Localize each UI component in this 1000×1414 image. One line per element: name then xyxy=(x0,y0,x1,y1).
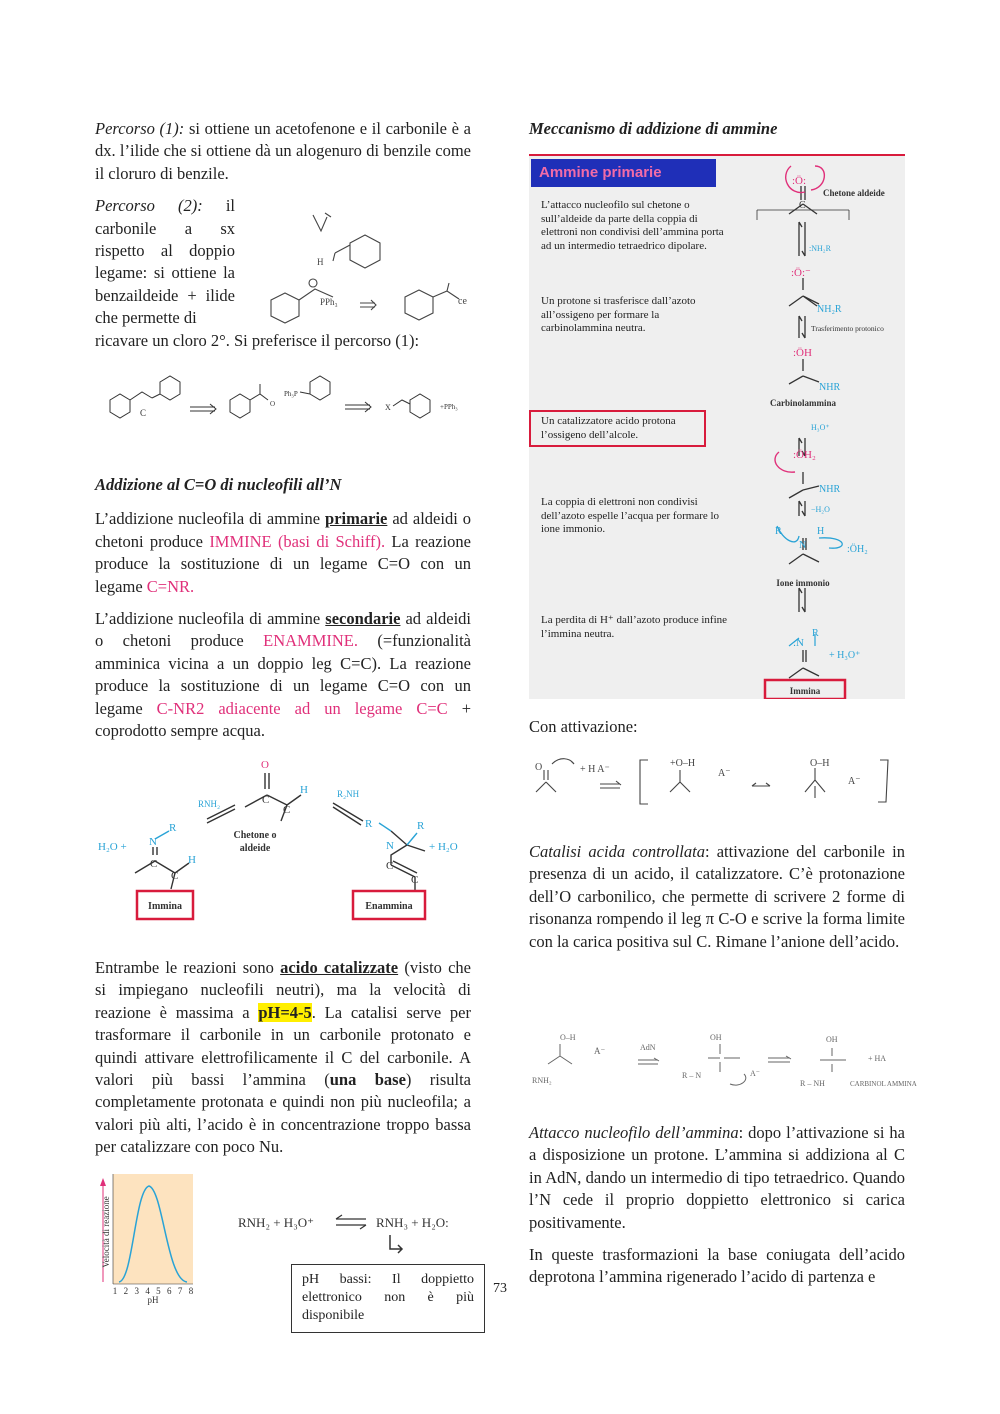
activation-oh: +O–H xyxy=(670,758,696,769)
right-column-2 xyxy=(529,841,905,963)
activation-sketch xyxy=(530,752,900,812)
mechanism-figure xyxy=(529,154,905,699)
catalisi-acida-label: Catalisi acida controllata xyxy=(529,842,705,861)
right-column-3 xyxy=(529,1122,905,1299)
p5-ph-highlight: pH=4-5 xyxy=(258,1002,312,1022)
attack-oh-2: OH xyxy=(826,1035,838,1044)
attack-adn: AdN xyxy=(640,1043,656,1052)
attack-o-h: O–H xyxy=(560,1033,576,1042)
mech-chetone-aldeide: Chetone aldeide xyxy=(823,188,885,198)
mech-n: N xyxy=(799,540,807,551)
left-column-2 xyxy=(95,474,471,752)
equilibrium-equation xyxy=(236,1205,476,1260)
scheme1-x-label: X xyxy=(385,403,391,412)
attacco-text: : dopo l’attivazione si ha a disposizione un protone. L’ammina si addiziona al C in AdN, dando un intermedio di tipo tetraedrico. Quando l’N cede il proprio doppietto elettronico si carica positivamente. xyxy=(529,1123,906,1232)
paragraph-catalisi xyxy=(95,957,471,1159)
percorso-2-label: Percorso (2): xyxy=(95,196,203,216)
mech-h3o: H₃O⁺ xyxy=(811,423,830,432)
mech-immina: Immina xyxy=(789,686,821,696)
mech-step-4: La coppia di elettroni non condivisi dell’azoto espelle l’acqua per formare lo ione immonio. xyxy=(541,496,720,535)
p3-c: ad aldeidi o chetoni produce xyxy=(95,509,471,551)
scheme-immina-enammina xyxy=(95,755,475,925)
mech-minus-h2o: −H₂O xyxy=(811,505,830,514)
p3-immine: IMMINE (basi di Schiff). xyxy=(209,531,386,551)
scheme2-o: O xyxy=(261,759,269,771)
svg-text:PPh₃: PPh₃ xyxy=(320,297,338,307)
scheme1-ph3p: Ph₃P xyxy=(284,390,298,398)
mech-step-1: L’attacco nucleofilo sul chetone o sull’aldeide da parte della coppia di elettroni non condivisi dell’ammina porta ad un intermedio tetraedrico dipolare. xyxy=(541,199,724,252)
paragraph-percorso-1 xyxy=(95,118,471,185)
mech-h: H xyxy=(817,526,825,537)
p4-secondarie: secondarie xyxy=(325,609,401,629)
svg-text:ce: ce xyxy=(458,296,467,307)
scheme2-c-left2: C xyxy=(171,870,179,882)
mech-trasferimento: Trasferimento protonico xyxy=(811,324,884,333)
p5-acido-catalizzate: acido catalizzate xyxy=(280,958,399,977)
mech-nh2r-reagent: :NH₂R xyxy=(809,244,831,253)
paragraph-attacco xyxy=(529,1122,905,1234)
attack-rnh2: RNH₂ xyxy=(532,1076,552,1085)
mech-oh2-free: :ÖH₂ xyxy=(847,544,868,555)
attack-carbinolammina: CARBINOL AMMINA xyxy=(850,1080,917,1088)
mech-o-minus: :Ö:⁻ xyxy=(791,267,811,279)
activation-a-minus-2: A⁻ xyxy=(848,776,861,787)
left-column-3 xyxy=(95,957,471,1169)
scheme2-h-left: H xyxy=(188,854,196,866)
paragraph-trasformazioni: In queste trasformazioni la base coniugata dell’acido deprotona l’ammina rigenerado l’acido di partenza e xyxy=(529,1245,905,1287)
p3-primarie: primarie xyxy=(325,509,388,529)
paragraph-catalisi-acida xyxy=(529,841,905,953)
attack-oh: OH xyxy=(710,1033,722,1042)
mech-ione-immonio: Ione immonio xyxy=(776,578,830,588)
scheme2-n-left: N xyxy=(149,836,157,848)
scheme2-rnh2: RNH₂ xyxy=(198,799,221,809)
scheme1-o-label: O xyxy=(270,400,276,408)
graph-tick-label: 2 xyxy=(123,1286,129,1296)
scheme2-h2o-right: + H₂O xyxy=(429,841,458,853)
page-number: 73 xyxy=(493,1281,507,1296)
scheme2-c-right1: C xyxy=(386,860,394,872)
scheme2-center-2: aldeide xyxy=(239,843,271,854)
scheme2-r2nh: R₂NH xyxy=(337,789,360,799)
paragraph-secondarie xyxy=(95,608,471,742)
percorso-2-text: il carbonile a sx rispetto al doppio legame: si ottiene la benzaildeide + ilide che permette di xyxy=(95,196,235,328)
percorso-1-text: si ottiene un acetofenone e il carbonile è a dx. l’ilide che si ottiene dà un alogenuro di benzile come il cloruro di benzile. xyxy=(95,119,471,183)
scheme2-c2: C xyxy=(283,804,291,816)
p3-e: La reazione produce la sostituzione di un legame C=O con un legame xyxy=(95,531,471,596)
scheme2-r-left: R xyxy=(169,822,177,834)
mech-plus-h3o: + H₃O⁺ xyxy=(829,650,861,661)
p5-a: Entrambe le reazioni sono xyxy=(95,958,281,977)
graph-tick-label: 1 xyxy=(112,1286,118,1296)
mech-nhr: NHR xyxy=(819,382,841,393)
scheme2-r-right2: R xyxy=(417,820,425,832)
p5-g: ) risulta completamente protonata e quindi non più nucleofila; a valori più alti, l’acido è in concentrazione troppo bassa per catalizzare con poco Nu. xyxy=(95,1070,471,1157)
scheme1-pph3: +PPh₃ xyxy=(440,403,458,411)
eq-lhs: RNH₂ + H₃O⁺ xyxy=(238,1215,314,1230)
p4-e: (=funzionalità amminica vicina a un doppio leg C=C). La reazione produce la sostituzione di un legame C=O con un legame xyxy=(95,631,471,718)
mech-c-1: C xyxy=(799,200,806,211)
right-con-attivazione xyxy=(529,716,905,748)
activation-o: O xyxy=(535,762,543,773)
svg-text:H: H xyxy=(317,257,324,267)
p3-cnr: C=NR. xyxy=(146,576,195,596)
activation-h-plus: + H A⁻ xyxy=(580,764,610,775)
graph-tick-label: 6 xyxy=(167,1286,172,1296)
scheme1-c-label: C xyxy=(140,408,147,418)
mech-step-2: Un protone si trasferisce dall’azoto all’ossigeno per formare la carbinolammina neutra. xyxy=(541,295,696,334)
eq-rhs: RNH₃ + H₂O: xyxy=(376,1215,449,1230)
graph-tick-label: 5 xyxy=(156,1286,161,1296)
attack-a-minus: A⁻ xyxy=(594,1046,606,1056)
heading-meccanismo: Meccanismo di addizione di ammine xyxy=(529,119,778,138)
mech-o-top: :Ö: xyxy=(792,175,807,187)
paragraph-primarie xyxy=(95,508,471,598)
activation-a-minus: A⁻ xyxy=(718,768,731,779)
scheme2-c-right2: C xyxy=(411,874,419,886)
scheme2-h: H xyxy=(300,784,308,796)
p4-g: + coprodotto sempre acqua. xyxy=(95,698,471,741)
note-box-ph-bassi: pH bassi: Il doppietto elettronico non è più disponibile xyxy=(291,1264,485,1333)
p4-enammine: ENAMMINE. xyxy=(263,631,358,651)
amine-attack-sketch xyxy=(530,1028,935,1098)
mech-oh: :ÖH xyxy=(793,347,812,359)
percorso-2-sketch xyxy=(255,205,480,330)
scheme2-immina: Immina xyxy=(148,901,182,912)
scheme2-c1: C xyxy=(262,794,270,806)
p5-e: . La catalisi serve per trasformare il carbonile in un carbonile protonato e quindi attivare elettrofilicamente il C del carbonile. A valori più bassi l’ammina ( xyxy=(95,1002,472,1090)
scheme2-r-right1: R xyxy=(365,818,373,830)
eq-down-arrow xyxy=(390,1235,402,1253)
heading-addizione: Addizione al C=O di nucleofili all’N xyxy=(95,475,342,494)
attacco-label: Attacco nucleofilo dell’ammina xyxy=(529,1123,739,1142)
percorso-2-tail: ricavare un cloro 2°. Si preferisce il percorso (1): xyxy=(95,330,420,350)
scheme2-n-right: N xyxy=(386,840,394,852)
mech-carbinolammina: Carbinolammina xyxy=(769,398,837,408)
graph-y-arrowhead xyxy=(100,1178,106,1186)
p4-c: ad aldeidi o chetoni produce xyxy=(95,609,471,651)
mech-oh2: :ÖH₂ xyxy=(793,449,816,461)
right-heading-wrap xyxy=(529,118,905,140)
mech-n-final: :N xyxy=(793,637,804,649)
graph-xlabel: pH xyxy=(147,1295,159,1305)
activation-oh-2: O–H xyxy=(810,758,830,769)
p4-a: L’addizione nucleofila di ammine xyxy=(95,609,326,629)
scheme2-enammina: Enammina xyxy=(365,901,413,912)
graph-tick-label: 8 xyxy=(188,1286,194,1296)
eq-arrows xyxy=(336,1215,366,1229)
percorso-1-label: Percorso (1): xyxy=(95,119,185,138)
graph-tick-label: 7 xyxy=(177,1286,183,1296)
mechanism-structures xyxy=(719,156,905,699)
p5-c: (visto che si impiegano nucleofili neutri), ma la velocità di reazione è massima a xyxy=(95,958,471,1022)
p5-una-base: una base xyxy=(329,1070,406,1090)
mech-r: R xyxy=(775,526,782,537)
graph-tick-label: 3 xyxy=(134,1286,139,1296)
attack-ha: + HA xyxy=(868,1054,887,1063)
attack-r-nh: R – NH xyxy=(800,1079,825,1088)
mech-step-5: La perdita di H⁺ dall’azoto produce infine l’immina neutra. xyxy=(541,614,728,640)
mech-nh2r-plus: NH₂R xyxy=(817,304,842,315)
paragraph-percorso-2 xyxy=(95,195,235,329)
scheme2-h2o-left: H₂O + xyxy=(98,841,127,853)
attack-a-minus-2: A⁻ xyxy=(750,1069,760,1078)
mech-r-final: R xyxy=(812,628,819,639)
graph-ylabel: Velocità di reazione xyxy=(101,1196,111,1268)
scheme-percorso-1 xyxy=(100,370,480,430)
con-attivazione: Con attivazione: xyxy=(529,717,638,736)
graph-tick-label: 4 xyxy=(145,1286,150,1296)
scheme2-c-left: C xyxy=(150,858,158,870)
p4-cnr2: C-NR2 adiacente ad un legame C=C xyxy=(156,698,448,718)
p3-a: L’addizione nucleofila di ammine xyxy=(95,509,326,529)
mech-title: Ammine primarie xyxy=(531,159,716,187)
scheme2-center-1: Chetone o xyxy=(233,830,277,841)
attack-rn: R – N xyxy=(682,1071,702,1080)
mech-nhr-2: NHR xyxy=(819,484,841,495)
mech-step-3: Un catalizzatore acido protona l’ossigeno dell’alcole. xyxy=(541,415,676,441)
catalisi-acida-text: : attivazione del carbonile in presenza di un acido, il catalizzatore. C’è protonazione dell’O carbonilico, che permette di scrivere 2 forme di risonanza rompendo il leg π C-O e scrive la forma limite con la carica positiva sul C. Rimane l’anione dell’acido. xyxy=(529,842,906,951)
sketch-arrow xyxy=(313,213,331,231)
